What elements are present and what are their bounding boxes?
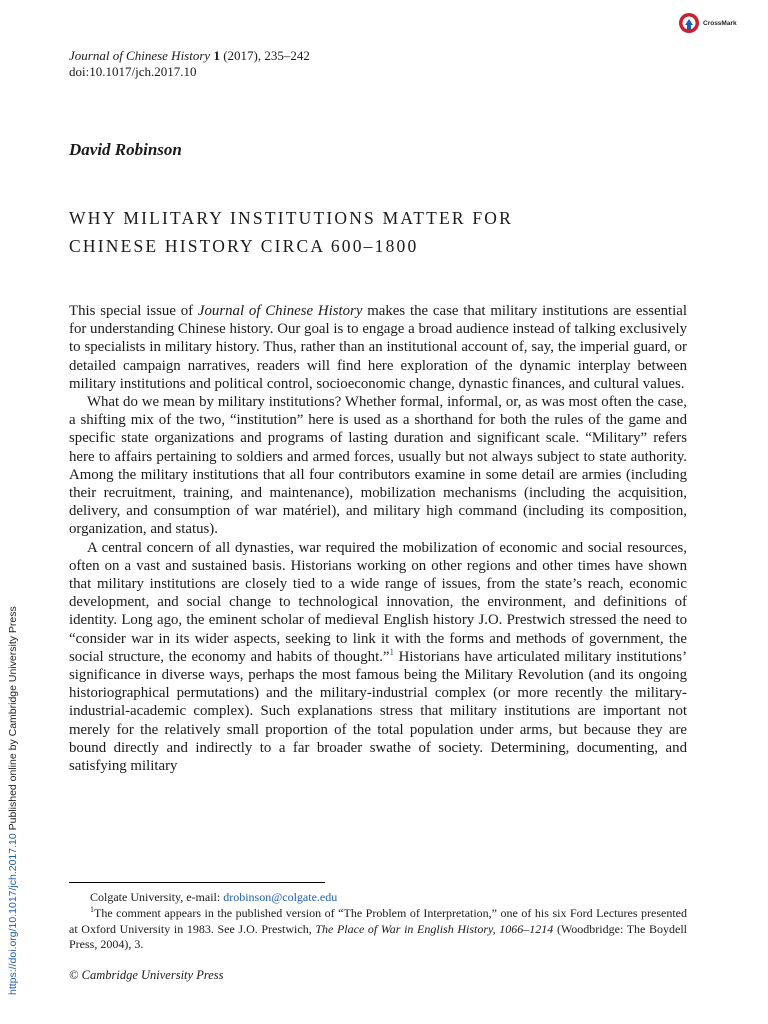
sidebar-doi-link[interactable]: https://doi.org/10.1017/jch.2017.10 [7, 833, 19, 995]
journal-year-pages: (2017), 235–242 [223, 48, 310, 63]
article-body [69, 302, 687, 775]
footnote-text-start: The comment appears in the published version of “The Problem of Interpretation,” one of his six Ford Lectures presented at Oxford University in 1983. See J.O. Prestwich, [69, 906, 687, 936]
paragraph-1 [69, 302, 687, 393]
journal-name: Journal of Chinese History [69, 48, 211, 63]
journal-volume: 1 [213, 48, 220, 63]
footnote-divider [69, 882, 325, 883]
paragraph-3 [69, 539, 687, 776]
paragraph-1-text-end: makes the case that military institutions are essential for understanding Chinese history. Our goal is to engage a broad audience instead of talking exclusively to specialists in military history. Thus, rather than an institutional account of, say, the imperial guard, or detailed campaign narratives, readers will find here exploration of the dynamic interplay between military institutions and political control, socioeconomic change, dynastic finances, and cultural values. [69, 303, 687, 392]
sidebar-doi-notice [6, 606, 20, 995]
footnote-text-end: (Woodbridge: The Boydell Press, 2004), 3. [69, 921, 687, 951]
journal-citation [69, 48, 310, 64]
paragraph-1-text-start: This special issue of [69, 303, 198, 319]
article-title-line-2: CHINESE HISTORY CIRCA 600–1800 [69, 236, 419, 256]
footnote-number: 1 [90, 905, 94, 914]
footnote-1 [69, 906, 687, 953]
affiliation-text: Colgate University, e-mail: [90, 890, 224, 904]
copyright-notice: © Cambridge University Press [69, 968, 224, 982]
article-title [69, 204, 689, 260]
sidebar-published-text: Published online by Cambridge University Press [7, 606, 19, 834]
paragraph-3-text-end: Historians have articulated military institutions’ significance in diverse ways, perhaps the most famous being the Military Revolution (and its ongoing historiographical permutations) and the military-industrial complex (or more recently the military-industrial-academic complex). Such explanations stress that military institutions are important not merely for the relatively small proportion of the total population under arms, but because they are bound directly and indirectly to a far broader swathe of society. Determining, documenting, and satisfying military [69, 648, 688, 775]
journal-doi[interactable]: doi:10.1017/jch.2017.10 [69, 64, 197, 79]
paragraph-3-text-start: A central concern of all dynasties, war required the mobilization of economic and social resources, often on a vast and sustained basis. Historians working on other regions and other times have shown that military institutions are closely tied to a wide range of issues, from the state’s reach, economic development, and social change to technological innovation, the environment, and definitions of identity. Long ago, the eminent scholar of medieval English history J.O. Prestwich stressed the need to “consider war in its wider aspects, seeking to link it with the forms and methods of government, the social structure, the economy and habits of thought.” [69, 539, 687, 665]
crossmark-badge[interactable] [678, 12, 737, 34]
author-email-link[interactable]: drobinson@colgate.edu [223, 890, 338, 904]
crossmark-icon [678, 12, 700, 34]
paragraph-2: What do we mean by military institutions? Whether formal, informal, or, as was most often the case, a shifting mix of the two, “institution” here is used as a shorthand for both the rules of the game and specific state organizations and programs of lasting duration and significant scale. “Military” refers here to affairs pertaining to soldiers and armed forces, usually but not always subject to state authority. Among the military institutions that all four contributors examine in some detail are armies (including their recruitment, training, and maintenance), mobilization mechanisms (including the acquisition, delivery, and consumption of war matériel), and military high command (including its composition, organization, and status). [69, 394, 687, 538]
footnote-book-title: The Place of War in English History, 1066–1214 [315, 921, 554, 936]
author-affiliation [90, 890, 337, 905]
footnote-reference-1[interactable]: 1 [389, 646, 394, 657]
author-name: David Robinson [69, 140, 182, 159]
article-title-line-1: WHY MILITARY INSTITUTIONS MATTER FOR [69, 208, 513, 228]
paragraph-1-journal-title: Journal of Chinese History [197, 303, 363, 319]
crossmark-label: CrossMark [703, 19, 737, 27]
